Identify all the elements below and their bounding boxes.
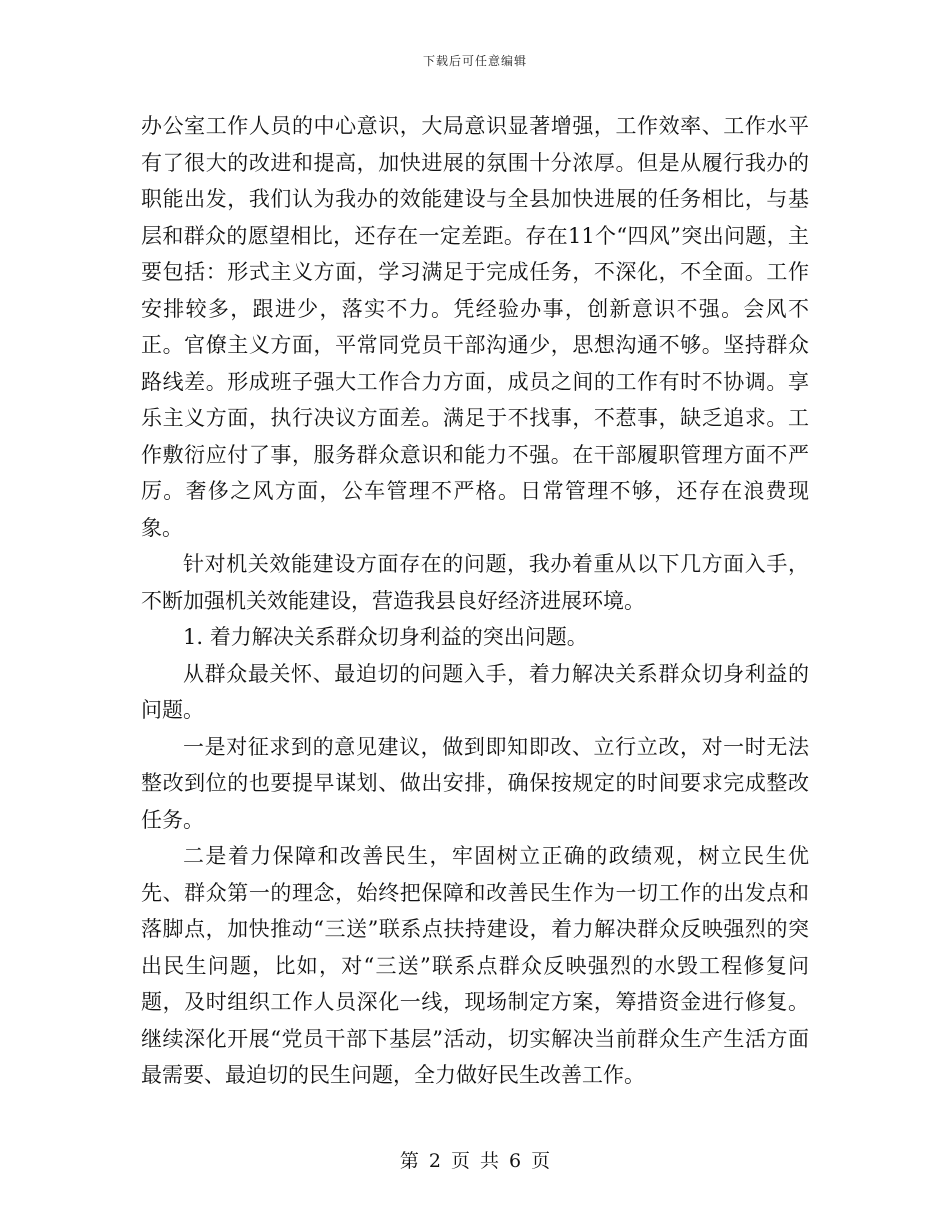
- page-header: 下载后可任意编辑: [422, 54, 527, 68]
- section-heading-1: 1. 着力解决关系群众切身利益的突出问题。: [183, 625, 588, 649]
- paragraph-1: 办公室工作人员的中心意识，大局意识显著增强，工作效率、工作水平有了很大的改进和提高，加快进展的氛围十分浓厚。但是从履行我办的职能出发，我们认为我办的效能建设与全县加快进展的任务相比，与基层和群众的愿望相比，还存在一定差距。存在11个“四风”突出问题，主要包括：形式主义方面，学习满足于完成任务，不深化，不全面。工作安排较多，跟进少，落实不力。凭经验办事，创新意识不强。会风不正。官僚主义方面，平常同党员干部沟通少，思想沟通不够。坚持群众路线差。形成班子强大工作合力方面，成员之间的工作有时不协调。享乐主义方面，执行决议方面差。满足于不找事，不惹事，缺乏追求。工作敷衍应付了事，服务群众意识和能力不强。在干部履职管理方面不严厉。奢侈之风方面，公车管理不严格。日常管理不够，还存在浪费现象。: [141, 114, 809, 540]
- paragraph-5: 二是着力保障和改善民生，牢固树立正确的政绩观，树立民生优先、群众第一的理念，始终把保障和改善民生作为一切工作的出发点和落脚点，加快推动“三送”联系点扶持建设，着力解决群众反映强烈的突出民生问题，比如，对“三送”联系点群众反映强烈的水毁工程修复问题，及时组织工作人员深化一线，现场制定方案，筹措资金进行修复。继续深化开展“党员干部下基层”活动，切实解决当前群众生产生活方面最需要、最迫切的民生问题，全力做好民生改善工作。: [141, 844, 809, 1087]
- paragraph-4: 一是对征求到的意见建议，做到即知即改、立行立改，对一时无法整改到位的也要提早谋划、做出安排，确保按规定的时间要求完成整改任务。: [141, 734, 809, 832]
- paragraph-2: 针对机关效能建设方面存在的问题，我办着重从以下几方面入手，不断加强机关效能建设，营造我县良好经济进展环境。: [141, 552, 809, 613]
- paragraph-3: 从群众最关怀、最迫切的问题入手，着力解决关系群众切身利益的问题。: [141, 661, 809, 722]
- document-body: [141, 108, 809, 1094]
- page-footer: 第 2 页 共 6 页: [399, 1150, 551, 1172]
